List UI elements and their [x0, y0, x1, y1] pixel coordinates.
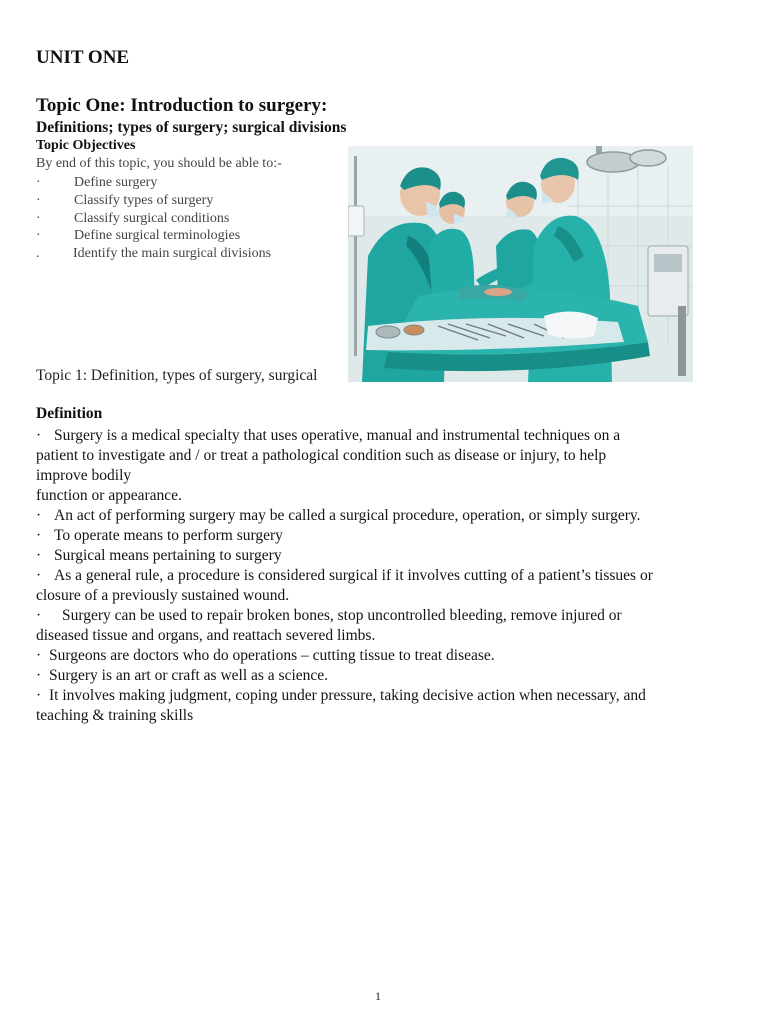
- objectives-list: [36, 174, 336, 263]
- objective-item: [36, 192, 336, 210]
- definition-paragraph: [36, 686, 726, 726]
- paragraph-line: diseased tissue and organs, and reattach severed limbs.: [36, 627, 376, 644]
- objective-item: [36, 227, 336, 245]
- paragraph-line: closure of a previously sustained wound.: [36, 587, 290, 604]
- bullet-marker: ·: [36, 427, 42, 444]
- bullet-marker: ·: [36, 507, 42, 524]
- paragraph-line: Surgery is a medical specialty that uses operative, manual and instrumental techniques on a: [54, 427, 621, 444]
- definition-heading: Definition: [36, 405, 103, 422]
- topic-subtitle: Definitions; types of surgery; surgical divisions: [36, 119, 347, 136]
- bullet-marker: ·: [36, 228, 41, 244]
- objective-item: [36, 174, 336, 192]
- definition-paragraph: [36, 646, 726, 666]
- paragraph-line: improve bodily: [36, 467, 132, 484]
- bullet-marker: ·: [36, 527, 42, 544]
- bullet-marker: ·: [36, 210, 41, 226]
- paragraph-line: Surgery can be used to repair broken bones, stop uncontrolled bleeding, remove injured or: [62, 607, 622, 624]
- bullet-marker: ·: [36, 687, 42, 704]
- page-number: 1: [375, 989, 381, 1003]
- paragraph-line: To operate means to perform surgery: [54, 527, 283, 544]
- bullet-marker: .: [36, 246, 40, 262]
- definition-body: [36, 426, 726, 726]
- objective-text: Classify types of surgery: [74, 192, 214, 208]
- definition-paragraph: [36, 566, 726, 606]
- paragraph-line: Surgeons are doctors who do operations – cutting tissue to treat disease.: [49, 647, 495, 664]
- paragraph-line: As a general rule, a procedure is considered surgical if it involves cutting of a patient’s tissues or: [54, 567, 653, 584]
- bullet-marker: ·: [36, 667, 42, 684]
- objective-item: [36, 210, 336, 228]
- definition-paragraph: [36, 526, 726, 546]
- bullet-marker: ·: [36, 647, 42, 664]
- bullet-marker: ·: [36, 567, 42, 584]
- bullet-marker: ·: [36, 547, 42, 564]
- objective-item: [36, 245, 336, 263]
- bullet-marker: ·: [36, 192, 41, 208]
- section-heading-line: Topic 1: Definition, types of surgery, surgical: [36, 367, 318, 384]
- unit-title: UNIT ONE: [36, 47, 130, 68]
- objectives-intro: By end of this topic, you should be able to:-: [36, 156, 282, 171]
- definition-paragraph: [36, 606, 726, 646]
- paragraph-line: function or appearance.: [36, 487, 182, 504]
- operating-room-illustration: [348, 146, 693, 382]
- objective-text: Define surgery: [74, 175, 158, 190]
- paragraph-line: It involves making judgment, coping under pressure, taking decisive action when necessary, and: [49, 687, 646, 704]
- definition-paragraph: [36, 506, 726, 526]
- objectives-heading: Topic Objectives: [36, 138, 136, 153]
- paragraph-line: Surgical means pertaining to surgery: [54, 547, 282, 564]
- objective-text: Identify the main surgical divisions: [73, 246, 272, 262]
- paragraph-line: An act of performing surgery may be called a surgical procedure, operation, or simply surgery.: [54, 507, 641, 524]
- bullet-marker: ·: [36, 607, 42, 624]
- paragraph-line: Surgery is an art or craft as well as a science.: [49, 667, 329, 684]
- topic-title: Topic One: Introduction to surgery:: [36, 95, 328, 116]
- bullet-marker: ·: [36, 175, 41, 190]
- paragraph-line: teaching & training skills: [36, 707, 194, 724]
- objective-text: Classify surgical conditions: [74, 210, 230, 226]
- definition-paragraph: [36, 546, 726, 566]
- definition-paragraph: [36, 426, 726, 506]
- objective-text: Define surgical terminologies: [74, 228, 241, 244]
- paragraph-line: patient to investigate and / or treat a pathological condition such as disease or injury, to help: [36, 447, 607, 464]
- surgery-photo: [348, 146, 693, 382]
- definition-paragraph: [36, 666, 726, 686]
